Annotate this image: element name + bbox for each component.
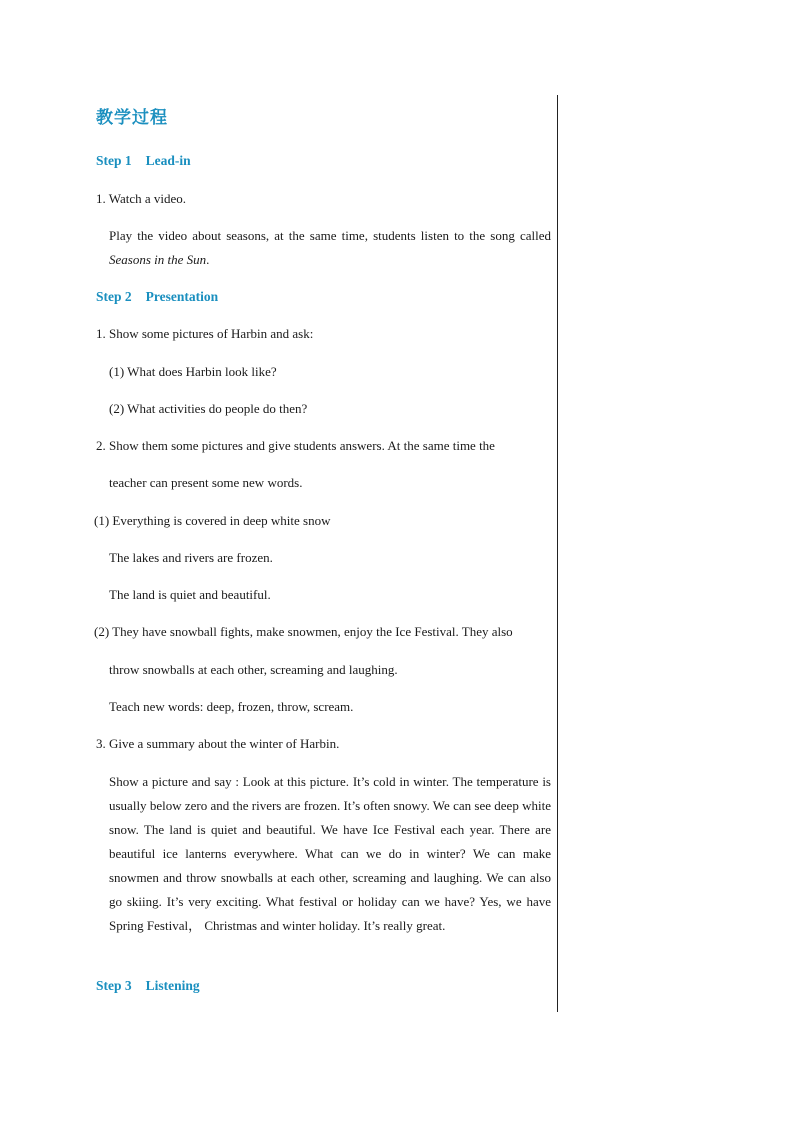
text-line: (2) What activities do people do then? — [109, 401, 308, 416]
step-3-name: Listening — [145, 978, 200, 993]
text-line: teacher can present some new words. — [109, 475, 303, 490]
text-line: 3. Give a summary about the winter of Harbin. — [96, 736, 340, 751]
text-line: Teach new words: deep, frozen, throw, scream. — [109, 699, 354, 714]
summary-paragraph: Show a picture and say : Look at this picture. It’s cold in winter. The temperature is usually below zero and the rivers are frozen. It’s often snowy. We can see deep white snow. The land is quiet and beautiful. We have Ice Festival each year. There are beautiful ice lanterns everywhere. What can we do in winter? We can make snowmen and throw snowballs at each other, screaming and laughing. We can also go skiing. It’s very exciting. What festival or holiday can we have? Yes, we have Spring Festival， Christmas and winter holiday. It’s really great. — [109, 774, 551, 933]
step-2-name: Presentation — [145, 289, 219, 304]
step-1-paragraph: Play the video about seasons, at the same time, students listen to the song called Seasons in the Sun. — [109, 228, 551, 267]
text-line: The land is quiet and beautiful. — [109, 587, 271, 602]
text-line: The lakes and rivers are frozen. — [109, 550, 273, 565]
step-1-label: Step 1 — [96, 153, 132, 168]
text-line: (1) Everything is covered in deep white snow — [94, 513, 331, 528]
step-3-heading — [96, 978, 200, 994]
text-line: (1) What does Harbin look like? — [109, 364, 277, 379]
step-2-label: Step 2 — [96, 289, 132, 304]
step-1-item-1: 1. Watch a video. — [96, 191, 187, 206]
step-3-label: Step 3 — [96, 978, 132, 993]
step-2-heading — [96, 289, 218, 305]
section-title: 教学过程 — [96, 108, 168, 128]
text-line: 2. Show them some pictures and give students answers. At the same time the — [96, 438, 495, 453]
step-1-heading — [96, 153, 191, 169]
text-line: 1. Show some pictures of Harbin and ask: — [96, 326, 314, 341]
step-1-name: Lead-in — [145, 153, 191, 168]
song-title: Seasons in the Sun — [109, 252, 207, 267]
table-border-line — [557, 95, 558, 1012]
text-line: (2) They have snowball fights, make snowmen, enjoy the Ice Festival. They also — [94, 624, 513, 639]
text-line: throw snowballs at each other, screaming and laughing. — [109, 662, 398, 677]
